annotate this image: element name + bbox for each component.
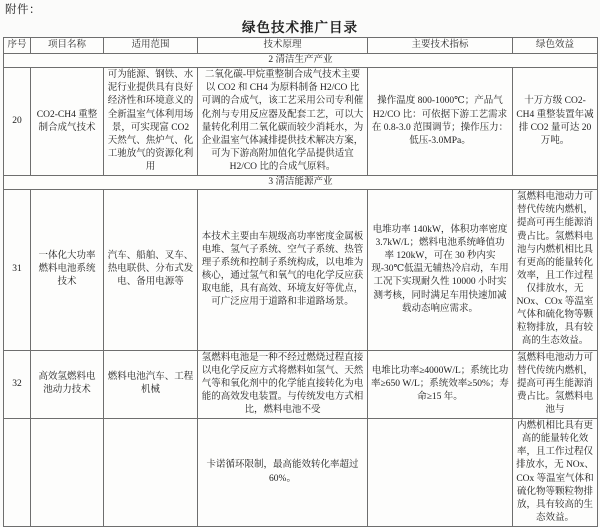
page-title: 绿色技术推广目录 — [242, 20, 358, 35]
cell-r31-principle: 本技术主要由车规级高功率密度金属板电堆、氢气子系统、空气子系统、热管理子系统和控制子系统构成，以电堆为核心，通过氢气和氧气的电化学反应获取电能，具有高效、环境友好等优点，可广泛应用于道路和非道路场景。 — [198, 190, 368, 350]
table-row-32-continuation — [4, 419, 598, 527]
col-header-no: 序号 — [4, 38, 31, 54]
table-row-31 — [4, 190, 598, 350]
attachment-label: 附件： — [5, 4, 41, 16]
cell-r32cont-scope-empty — [104, 419, 198, 527]
table-row-32 — [4, 350, 598, 419]
cell-r32-principle: 氢燃料电池是一种不经过燃烧过程直接以电化学反应方式将燃料如氢气、天然气等和氧化剂中的化学能直接转化为电能的高效发电装置。与传统发电方式相比，燃料电池不受 — [198, 350, 368, 419]
table-row-20 — [4, 68, 598, 176]
cell-r20-name: CO2-CH4 重整制合成气技术 — [31, 68, 104, 176]
cell-r32cont-name-empty — [31, 419, 104, 527]
cell-r20-benefits: 十万方级 CO2-CH4 重整装置年减排 CO2 量可达 20 万吨。 — [513, 68, 598, 176]
cell-r20-principle: 二氧化碳-甲烷重整制合成气技术主要以 CO2 和 CH4 为原料制备 H2/CO 比可调的合成气，该工艺采用公司专利催化剂与专用反应器及配套工艺，可以大量转化利用二氧化碳而较少消耗水，为企业温室气体减排提供技术解决方案，可为下游高附加值化学品提供适宜 H2/CO 比的合成气原料。 — [198, 68, 368, 176]
cell-r32-name: 高效氢燃料电池动力技术 — [31, 350, 104, 419]
col-header-principle: 技术原理 — [198, 38, 368, 54]
cell-r31-scope: 汽车、船舶、叉车、热电联供、分布式发电、备用电源等 — [104, 190, 198, 350]
col-header-indicators: 主要技术指标 — [368, 38, 513, 54]
cell-r32cont-benefits: 内燃机相比具有更高的能量转化效率，且工作过程仅排放水，无 NOx、COx 等温室气体和硫化物等颗粒物排放，具有较高的生态效益。 — [513, 419, 598, 527]
col-header-benefits: 绿色效益 — [513, 38, 598, 54]
cell-r20-indicators: 操作温度 800-1000℃；产品气 H2/CO 比：可依据下游工艺需求在 0.8-3.0 范围调节；操作压力：低压-3.0MPa。 — [368, 68, 513, 176]
cell-r32-indicators: 电堆比功率≥4000W/L；系统比功率≥650 W/L；系统效率≥50%；寿命≥15 年。 — [368, 350, 513, 419]
cell-r31-name: 一体化大功率燃料电池系统技术 — [31, 190, 104, 350]
cell-r31-no: 31 — [4, 190, 31, 350]
cell-r32cont-no-empty — [4, 419, 31, 527]
cell-r20-no: 20 — [4, 68, 31, 176]
cell-r32cont-indicators-empty — [368, 419, 513, 527]
cell-r32cont-principle: 卡诺循环限制，最高能效转化率超过 60%。 — [198, 419, 368, 527]
cell-r32-no: 32 — [4, 350, 31, 419]
table-header-row — [4, 38, 598, 54]
cell-r32-benefits: 氢燃料电池动力可替代传统内燃机，提高可再生能源消费占比。氢燃料电池与 — [513, 350, 598, 419]
section-title-clean-energy: 3 清洁能源产业 — [4, 176, 598, 190]
green-tech-catalog-table — [3, 37, 598, 527]
section-row-clean-production — [4, 54, 598, 68]
cell-r20-scope: 可为能源、钢铁、水泥行业提供具有良好经济性和环境意义的全新温室气体利用场景，可实现富 CO2 天然气、焦炉气、化工驰放气的资源化利用 — [104, 68, 198, 176]
col-header-scope: 适用范围 — [104, 38, 198, 54]
cell-r32-scope: 燃料电池汽车、工程机械 — [104, 350, 198, 419]
col-header-project-name: 项目名称 — [31, 38, 104, 54]
cell-r31-benefits: 氢燃料电池动力可替代传统内燃机，提高可再生能源消费占比。氢燃料电池与内燃机相比具有更高的能量转化效率，且工作过程仅排放水，无 NOx、COx 等温室气体和硫化物等颗粒物排放，具有较高的生态效益。 — [513, 190, 598, 350]
section-title-clean-production: 2 清洁生产产业 — [4, 54, 598, 68]
cell-r31-indicators: 电堆功率 140kW，体积功率密度 3.7kW/L；燃料电池系统峰值功率 120kW，可在 30 秒内实现-30℃低温无辅热冷启动，车用工况下实现耐久性 10000 小时实测考核，同时满足车用快速加减载动态响应需求。 — [368, 190, 513, 350]
section-row-clean-energy — [4, 176, 598, 190]
